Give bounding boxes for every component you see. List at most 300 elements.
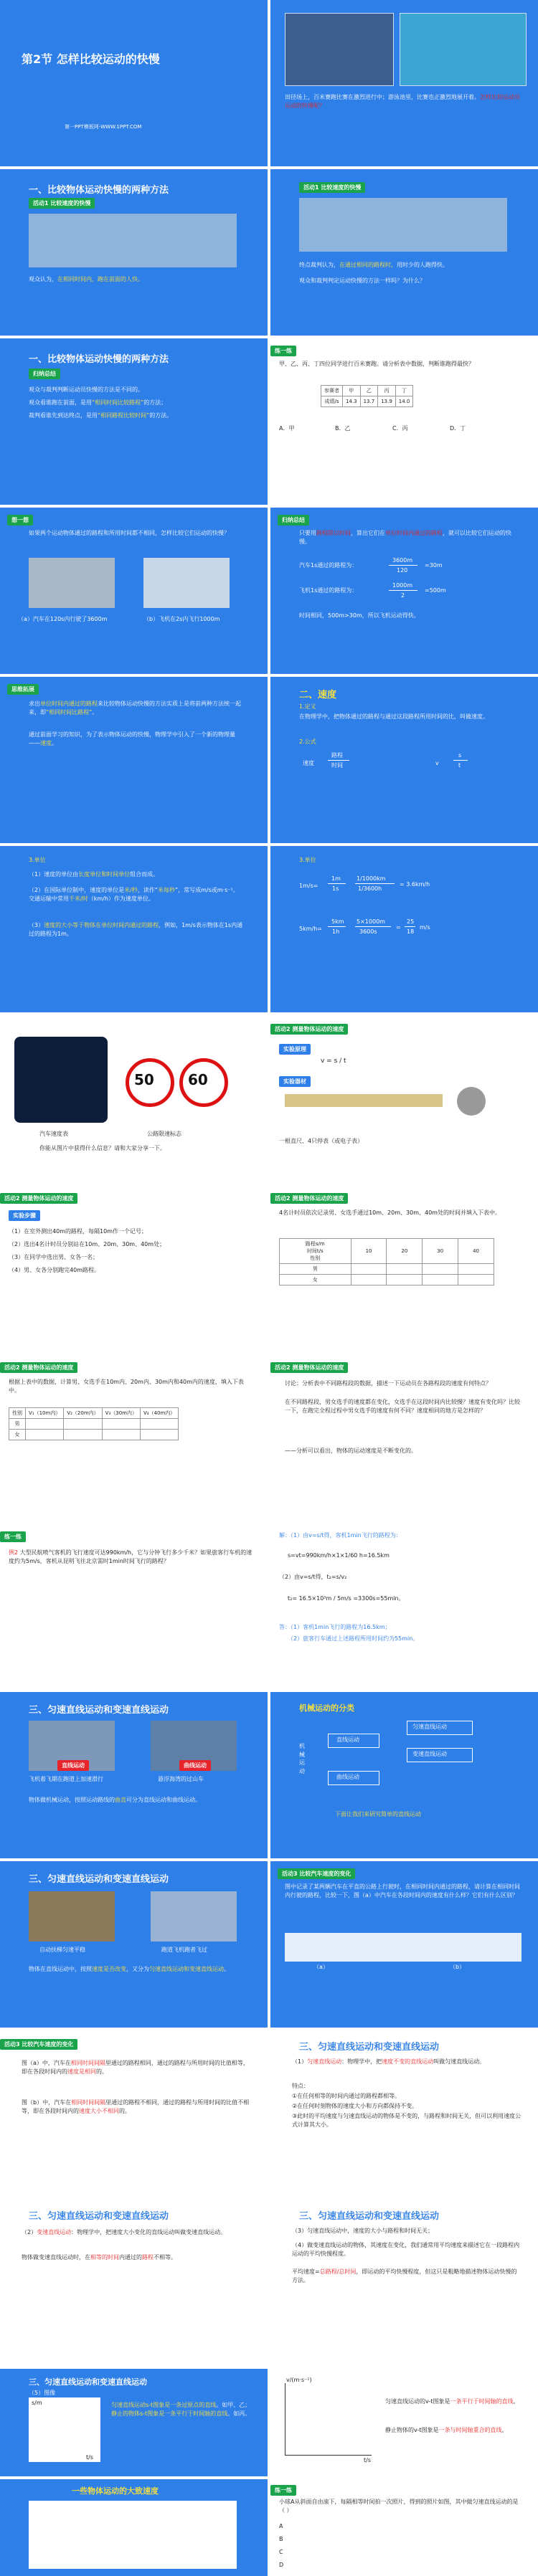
th-2: V₂（20m内） [64,1408,102,1419]
uniform-def [292,2058,522,2066]
slide-15 [0,1184,268,1351]
r1b: 1m [331,875,341,882]
slide-13 [0,1015,268,1182]
e2c: 。 [52,739,57,746]
r1d: 1/1000km [357,875,386,882]
vd2-c: 。 [501,2427,508,2433]
sc-d: 匀速直线运动和变速直线运动 [149,1966,224,1972]
gd-b: 。如甲、乙； [216,2402,251,2408]
ca-c: 里通过的路程相同，通过的路程与所用时间的比值相等，即在各段时间内的 [22,2060,249,2075]
slide-14 [270,1015,538,1182]
ud-c: ：物理学中，把 [341,2058,382,2065]
opt-b[interactable]: B [279,2536,283,2542]
cell[interactable] [26,1419,64,1430]
aircraft-caption: 跑道飞机跑者飞过 [161,1947,207,1953]
speedometer-image [14,1037,108,1123]
slide-28 [270,2200,538,2366]
slide-18 [270,1354,538,1520]
gd-d: s-t图象是一条平行于时间轴的直线 [140,2410,228,2417]
sum-a: 只要用 [299,530,316,536]
slide-24 [270,1861,538,2028]
observer-text [29,275,237,284]
sign-50-label: 50 [134,1071,154,1088]
slide-29 [0,2369,268,2476]
line3-a: 裁判看谁先到达终点，是用 [29,412,98,419]
td-4: 14.0 [395,396,413,407]
vt-x-label: t/s [364,2457,371,2463]
feature-3: ③此时的平均速度与匀速直线运动的物体是不变的，与路程和时间无关，但可以利用速度公式计算其大小。 [292,2113,522,2128]
car-calc-den: 120 [397,567,408,574]
node-straight-label: 直线运动 [336,1736,359,1743]
example-label: 例2 [9,1549,19,1556]
summary-tag: 归纳总结 [29,369,60,379]
slide-2 [270,0,538,166]
u2g: （km/h）作为速度单位。 [88,895,154,902]
equipment-text: 一根直尺、4只停表（或电子表） [279,1138,364,1144]
formula-v: v [435,760,439,766]
formula-speed: 速度 [303,760,314,766]
ud-e: 叫做匀速直线运动。 [433,2058,486,2065]
cell[interactable] [26,1430,64,1440]
avg-speed [292,2268,522,2284]
e2a: 通过前面学习的知识，为了表示物体运动的快慢，物理学中引入了一个新的物理量—— [29,731,235,746]
th-2: 乙 [360,386,378,396]
u2d: 米每秒 [157,887,175,893]
question-text: 甲、乙、丙、丁四位同学进行百米赛跑。请分析表中数据，判断谁跑得最快？ [279,361,474,367]
variable-note [22,2253,251,2262]
sc-a: 物体在直线运动中，按照 [29,1966,92,1972]
r1f: = 3.6km/h [400,881,430,888]
slide-22 [270,1692,538,1858]
vd-a: （2） [22,2229,37,2235]
node-uniform-label: 匀速直线运动 [412,1724,447,1730]
logo-text: 第一PPT模板网-WWW.1PPT.COM [65,124,142,130]
cell[interactable] [387,1275,423,1285]
title-band [0,0,268,86]
calc-text: 根据上表中的数据，计算男、女选手在10m内、20m内、30m内和40m内的速度，填入下表中。 [9,1379,244,1394]
sol-1: 解：（1）由v=s/t得，客机1min飞行的路程为： [279,1532,402,1539]
principle-tag: 实验原理 [279,1044,311,1055]
th-4: 40 [458,1239,494,1264]
formula-bar-2 [453,760,468,761]
option-c[interactable]: C．丙 [392,425,408,432]
slide-25 [0,2030,268,2197]
vt-desc-1 [385,2397,529,2406]
e1b: 单位时间内通过的路程 [40,700,98,707]
sign-caption: 公路限速标志 [147,1131,181,1137]
r1a: 1m/s= [299,883,318,889]
lesson-title: 第2节 怎样比较运动的快慢 [22,52,160,66]
cls-c: 可分为直线运动和曲线运动。 [126,1797,201,1803]
r1c: 1s [332,885,339,892]
stopwatch-image [457,1087,486,1116]
finish-photo [299,198,507,252]
compare-a [22,2059,251,2076]
summary-line-3 [29,412,244,420]
slide-16 [270,1184,538,1351]
vd2-a: 静止物体的v-t图象是 [385,2427,439,2433]
row-male: 男 [9,1419,26,1430]
slide-20 [270,1523,538,1689]
slide-23 [0,1861,268,2028]
slide-32 [270,2479,538,2576]
section-title: 一、比较物体运动快慢的两种方法 [29,185,169,196]
formula-label: 2.公式 [299,738,316,745]
r2h: 18 [407,928,415,935]
ud-b: 匀速直线运动 [307,2058,342,2065]
vn-b: 相等的时间 [90,2254,119,2261]
u2b: 米/秒 [124,887,138,893]
unit-l2 [29,886,244,903]
slide-6 [270,338,538,505]
u2a: （2）在国际单位制中，速度的单位是 [29,887,125,893]
car-strip-a [285,1933,522,1962]
classify-text [29,1796,244,1805]
plane-calc-num: 1000m [392,582,413,589]
section-title: 三、匀速直线运动和变速直线运动 [29,2211,169,2222]
opt-c[interactable]: C [279,2549,283,2555]
th-3: 30 [423,1239,458,1264]
plane-fraction-bar [389,590,417,591]
r2-bar-1 [328,926,346,927]
observer-body: 观众认为， [29,276,57,282]
summary-line-2 [29,399,244,407]
slide-11 [0,846,268,1012]
r2a: 5km/h= [299,926,322,932]
gd-e: 。如丙。 [227,2410,251,2417]
cell[interactable] [64,1419,102,1430]
th-3: V₃（30m内） [102,1408,140,1419]
car-fraction-bar [389,565,417,566]
th-1: V₁（10m内） [26,1408,64,1419]
cell[interactable] [423,1275,458,1285]
sc-b: 速度是否改变 [92,1966,126,1972]
section-title: 三、匀速直线运动和变速直线运动 [29,2377,147,2387]
th-0: 路程s/m 时间t/s 性别 [280,1239,351,1264]
opt-d[interactable]: D [279,2562,284,2568]
r2-bar-3 [405,926,415,927]
slide-7 [0,508,268,674]
speed-table-image [29,2501,237,2569]
step-4: （4）男、女各分别跑完40m路程。 [9,1267,100,1273]
vd-c: ：物理学中，把速度大小变化的直线运动叫做变速直线运动。 [71,2229,227,2235]
step-2: （2）选出4名计时员分别站在10m、20m、30m、40m处； [9,1241,166,1247]
th-4: 丁 [395,386,413,396]
td-0: 成绩/s [321,396,343,407]
option-a[interactable]: A．甲 [279,425,295,432]
vt-graph [285,2383,372,2456]
graph-sub: （5）图像 [29,2390,56,2396]
car-calc-result: =30m [425,562,443,569]
row-male: 男 [280,1264,351,1275]
r2g: 25 [407,918,415,925]
line3-b: “相同路程比较时间” [98,412,150,419]
av-c: ，即运动的平均快慢程度，但这只是粗略地描述物体运动快慢的方法。 [292,2268,517,2283]
slide-31 [0,2479,268,2576]
line3-c: 的方法。 [149,412,173,419]
vd1-c: 。 [513,2398,519,2405]
r2i: m/s [420,924,430,931]
row-female: 女 [280,1275,351,1285]
unit-label: 3.单位 [299,857,316,863]
th-2: 20 [387,1239,423,1264]
cell[interactable] [102,1430,140,1440]
th-0: 参赛者 [321,386,343,396]
cell[interactable] [387,1264,423,1275]
section-title: 三、匀速直线运动和变速直线运动 [299,2042,440,2053]
cell[interactable] [351,1275,387,1285]
section-title: 三、匀速直线运动和变速直线运动 [299,2211,440,2222]
u2e: ”，常写成m/s或m·s⁻¹。交通运输中常用 [29,887,239,902]
judge-text [299,261,507,270]
td-2: 13.7 [360,396,378,407]
record-text: 4名计时员依次记录男、女选手通过10m、20m、30m、40m处的时间并填入下表中。 [279,1209,501,1216]
e1e: 。 [92,708,98,716]
vn-e: 不相等。 [154,2254,176,2261]
gd-c: 静止的物体 [111,2410,140,2417]
vn-c: 内通过的 [119,2254,142,2261]
observer-highlight: 在相同时间内，跑在前面的人快。 [57,276,143,282]
th-1: 10 [351,1239,387,1264]
judge-highlight: 在通过相同的路程时， [339,262,397,268]
ca-d: 速度是相同 [67,2068,96,2075]
think-tag: 想一想 [7,515,33,526]
activity-tag: 活动2 测量物体运动的速度 [0,1362,77,1373]
r1-bar-1 [328,883,346,884]
sc-c: ，又分为 [126,1966,149,1972]
slide-27 [0,2200,268,2366]
slide-26 [270,2030,538,2197]
u1a: （1）速度的单位由 [29,871,79,878]
slide-10 [270,677,538,843]
intro-highlight: 怎样比较运动员运动的快慢呢？ [285,94,520,109]
formula-time: 时间 [331,762,343,769]
td-1: 14.3 [343,396,361,407]
option-d[interactable]: D．丁 [450,425,466,432]
formula-t: t [458,762,461,769]
e1a: 求出 [29,700,40,707]
discuss-3: ——分析可以看出，物体的运动速度是不断变化的。 [285,1448,417,1454]
slide-9 [0,677,268,843]
section-title: 三、匀速直线运动和变速直线运动 [29,1874,169,1885]
speed-classify [29,1965,244,1974]
steps-tag: 实验步骤 [9,1210,40,1221]
slide-30 [270,2369,538,2476]
strip-label-a: （a） [313,1964,329,1970]
section-title: 二、速度 [299,690,337,700]
cb-e: 的。 [119,2107,131,2114]
practice-q: 小球A从斜面自由滚下，每隔相等时间拍一次照片，得到的照片如图，其中做匀速直线运动的是（ ） [279,2499,519,2514]
note-4: （4）做变速直线运动的物体，其速度在变化，我们通常用平均速度来描述它在一段路程内运动的平均快慢程度。 [292,2242,520,2257]
compare-b [22,2099,251,2115]
slide-3 [0,169,268,336]
extend-tag: 思维拓展 [7,684,39,695]
activity-tag: 活动1 比较速度的快慢 [299,182,365,193]
vd1-b: 一条平行于时间轴的直线 [450,2398,514,2405]
vd2-b: 一条与时间轴重合的直线 [438,2427,502,2433]
u2f: 千米/时 [69,895,88,902]
summary-line-1: 观众与裁判判断运动员快慢的方法是不同的。 [29,386,143,393]
line2-b: “相同时间比较路程” [92,399,144,406]
extend-text-1 [29,700,244,716]
activity-tag: 活动2 测量物体运动的速度 [270,1193,348,1204]
judge-body: 终点裁判认为， [299,262,339,268]
principle-formula: v = s / t [321,1058,346,1065]
activity-tag: 活动1 比较速度的快慢 [29,198,95,209]
vn-d: 路程 [142,2254,154,2261]
vd1-a: 匀速直线运动的v-t图象是 [385,2398,450,2405]
u1c: 组合而成。 [130,871,159,878]
sum-c: ，算出它们在 [351,530,385,536]
think-text: 如果两个运动物体通过的路程和所用时间都不相同，怎样比较它们运动的快慢？ [29,530,230,536]
plane-photo [143,558,230,608]
u3a: （3） [29,922,44,928]
node-variable-label: 变速直线运动 [412,1751,447,1757]
section-title: 一些物体运动的大致速度 [72,2486,159,2496]
av-a: 平均速度= [292,2268,320,2275]
gd-a: 匀速直线运动s-t图象是一条过原点的直线 [111,2402,217,2408]
plane-calc-label: 飞机1s通过的路程为： [299,587,358,594]
cell[interactable] [102,1419,140,1430]
def-text: 在物理学中，把物体通过的路程与通过这段路程所用时间的比，叫做速度。 [299,713,489,720]
step-3: （3）在同学中选出男、女各一名； [9,1254,99,1260]
sol-4: t₂= 16.5×10³m / 5m/s =3300s=55min。 [288,1595,405,1602]
next-note: 下面让我们来研究简单的直线运动 [335,1811,421,1817]
slide-4 [270,169,538,336]
aircraft-photo [151,1891,237,1941]
slide-12 [270,846,538,1012]
ca-a: 图（a）中，汽车在 [22,2060,71,2066]
straight-label: 直线运动 [57,1760,89,1771]
node-curve-label: 曲线运动 [336,1774,359,1780]
section-title: 三、匀速直线运动和变速直线运动 [29,1705,169,1716]
activity-tag: 活动3 比较汽车速度的变化 [0,2039,77,2050]
av-b: 总路程/总时间 [319,2268,357,2275]
summary-text [299,529,514,546]
unit-l3 [29,921,244,938]
discuss-2: 在不同路程段，男女选手的速度都在变化，女选手在这段时间内比较慢？速度有变化吗？比较一下，在跑完全程过程中男女选手的速度有何不同？速度相同的地方是怎样的？ [285,1399,520,1414]
escalator-caption: 自动扶梯匀速平稳 [39,1947,85,1953]
th-0: 性别 [9,1408,26,1419]
curve-label: 曲线运动 [179,1760,211,1771]
car-caption: （a）汽车在120s内行驶了3600m [18,616,108,622]
ud-a: （1） [292,2058,308,2065]
unit-label: 3.单位 [29,857,46,863]
r2f: = [396,924,401,931]
graph-desc [111,2401,255,2418]
cell[interactable] [351,1264,387,1275]
option-b[interactable]: B．乙 [335,425,351,432]
vn-a: 物体做变速直线运动时，在 [22,2254,90,2261]
r2e: 3600s [359,928,377,935]
plane-caption: 飞机着飞期在跑道上加速滑行 [29,1776,103,1782]
cb-d: 速度大小不相同 [79,2107,119,2114]
r1e: 1/3600h [358,885,382,892]
activity-tag: 活动2 测量物体运动的速度 [270,1362,348,1373]
feature-label: 特点： [292,2083,309,2089]
cell[interactable] [140,1430,178,1440]
judge-body-2: 用时少的人跑得快。 [397,262,448,268]
cell[interactable] [458,1264,494,1275]
sol-2: s=vt=990km/h×1×1/60 h=16.5km [288,1552,390,1559]
th-3: 丙 [378,386,396,396]
discuss-1: 讨论：分析表中不同路程段的数据，描述一下运动员在各路程段的速度有何特点？ [285,1380,491,1387]
plane-calc-result: =500m [425,587,446,594]
practice-tag: 练一练 [270,2485,296,2496]
coaster-caption: 悬浮海湾的过山车 [158,1776,204,1782]
unit-l1 [29,870,244,879]
practice-tag: 练一练 [270,346,296,356]
r2d: 5×1000m [357,918,385,925]
score-table [321,385,413,407]
car-photo [29,558,115,608]
activity-tag: 活动2 测量物体运动的速度 [0,1193,77,1204]
sol-ans-2: （2）旅客行车通过上述路程所用时间约为55min。 [288,1635,419,1642]
cell[interactable] [140,1419,178,1430]
u3c: ，例如，1m/s表示物体在1s内通过的路程为1m。 [29,922,243,937]
ruler-image [285,1094,443,1107]
summary-tag: 归纳总结 [278,515,309,526]
conclusion: 时间相同，500m>30m，所以飞机运动得快。 [299,612,420,619]
variable-def [22,2228,251,2237]
r2b: 5km [331,918,344,925]
slide-1 [0,0,268,166]
activity-tag: 活动2 测量物体运动的速度 [270,1024,348,1035]
step-1: （1）在室外测出40m的路程，每隔10m作一个记号； [9,1228,148,1235]
st-x-label: t/s [86,2454,93,2461]
sol-3: （2）由v=s/t得，t₂=s/v₂ [279,1574,347,1580]
car-calc-num: 3600m [392,557,413,564]
cell[interactable] [458,1275,494,1285]
practice-tag: 练一练 [0,1531,26,1542]
cls-b: 曲直 [115,1797,126,1803]
cell[interactable] [64,1430,102,1440]
th-4: V₄（40m内） [140,1408,178,1419]
th-1: 甲 [343,386,361,396]
row-female: 女 [9,1430,26,1440]
u2c: ，读作“ [137,887,158,893]
vd-b: 变速直线运动 [37,2229,72,2235]
cb-a: 图（b）中，汽车在 [22,2099,72,2106]
slide-17 [0,1354,268,1520]
r1-bar-2 [355,883,395,884]
sc-e: 。 [224,1966,230,1972]
cell[interactable] [423,1264,458,1275]
slide-21 [0,1692,268,1858]
tree-root: 机械运动 [299,1743,305,1774]
vt-y-label: v/(m·s⁻¹) [286,2377,312,2383]
opt-a[interactable]: A [279,2523,283,2529]
slide-8 [270,508,538,674]
race-photo [29,214,237,267]
example-body: 大型民航喷气客机的飞行速度可达990km/h，它与分钟飞行多少千米？如果旅客行车机的速度约为5m/s，客机从昆明飞往北京需时1min时间飞行的路程？ [9,1549,253,1564]
equipment-tag: 实验器材 [279,1076,311,1087]
sign-60-label: 60 [188,1071,208,1088]
sum-d: 单位时间内通过的路程 [385,530,443,536]
sum-b: 路程除以时间 [316,530,351,536]
e1d: “相同时间比路程” [46,708,93,716]
plane-calc-den: 2 [401,592,405,599]
car-calc-label: 汽车1s通过的路程为： [299,562,358,569]
u3b: 速度的大小等于物体在单位时间内通过的路程 [44,922,159,928]
question-text: 你能从图片中获得什么信息？请和大家分享一下。 [39,1145,166,1151]
line2-c: 的方法； [143,399,167,406]
e1c: 来比较物体运动快慢的方法实质上是将前两种方法统一起来，即 [29,700,241,716]
question-text: 观众和裁判判定运动快慢的方法一样吗？为什么？ [299,277,425,284]
td-3: 13.9 [378,396,396,407]
section-title: 一、比较物体运动快慢的两种方法 [29,354,169,365]
activity-tag: 活动3 比较汽车速度的变化 [278,1868,355,1879]
